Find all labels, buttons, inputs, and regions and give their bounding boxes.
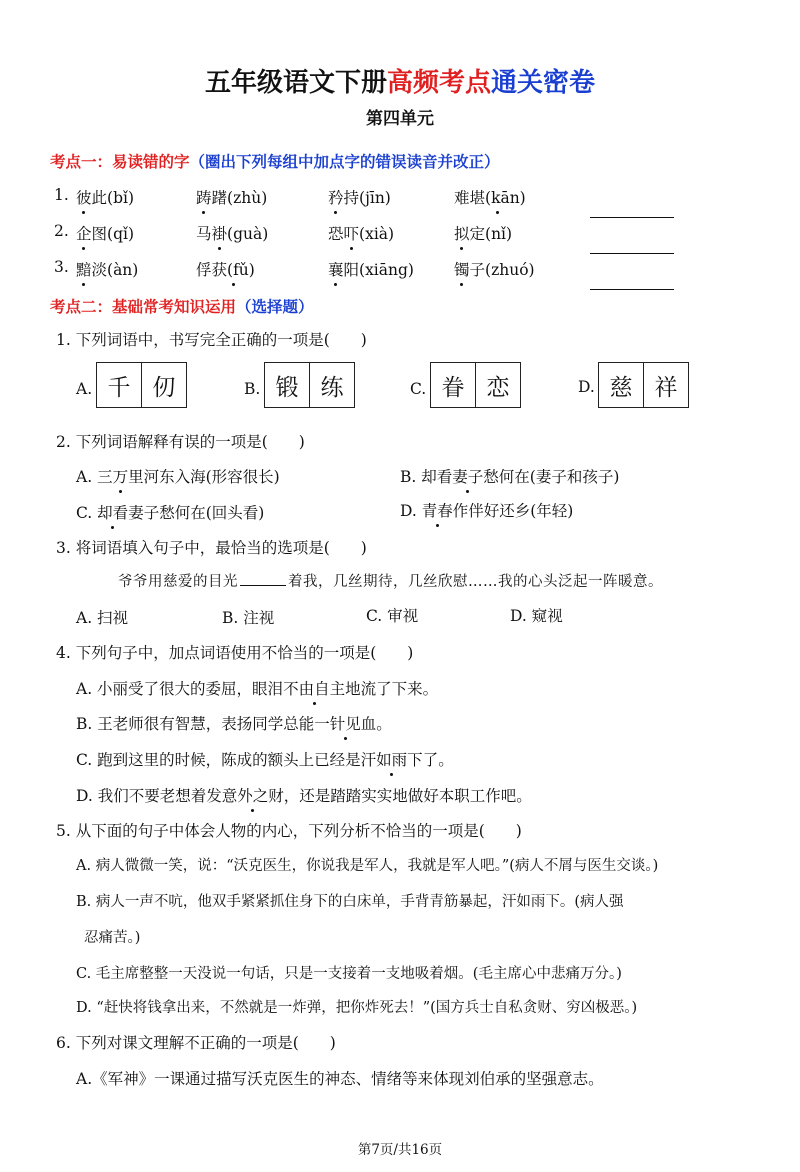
word-2: 踌躇(zhù) [196,186,267,208]
q1-option-d-box[interactable] [598,362,689,408]
page-number: 第7页/共16页 [357,1142,443,1158]
q2-option-b[interactable]: B. 却看妻子愁何在(妻子和孩子) [400,465,619,487]
question-1-stem: 1. 下列词语中，书写完全正确的一项是( ) [56,331,367,349]
q4-option-d[interactable]: D. 我们不要老想着发意外之财，还是踏踏实实地做好本职工作吧。 [76,784,532,806]
q3-option-a[interactable]: A. 扫视 [76,609,129,627]
q2-option-a[interactable]: A. 三万里河东入海(形容很长) [76,465,280,487]
word-3: 恐吓(xià) [328,222,394,244]
section-1-note: （圈出下列每组中加点字的错误读音并改正） [189,153,500,171]
row-number: 3. [54,258,69,276]
section-2-label: 考点二：基础常考知识运用 [50,298,237,316]
q1-option-a-label: A. [76,380,93,398]
word-2: 俘获(fǔ) [196,258,255,280]
word-4: 难堪(kān) [454,186,526,208]
question-5-stem: 5. 从下面的句子中体会人物的内心，下列分析不恰当的一项是( ) [56,822,522,840]
char-cell: 千 [107,374,131,401]
question-3-stem: 3. 将词语填入句子中，最恰当的选项是( ) [56,539,367,557]
word-4: 拟定(nǐ) [454,222,512,244]
section-heading-1 [50,150,500,172]
word-3: 襄阳(xiāng) [328,258,414,280]
q1-option-c-box[interactable] [430,362,521,408]
char-cell: 慈 [609,374,633,401]
title-part-1: 五年级语文下册 [204,68,387,98]
section-2-note: （选择题） [236,298,314,316]
word-3: 矜持(jīn) [328,186,391,208]
q4-option-b[interactable]: B. 王老师很有智慧，表扬同学总能一针见血。 [76,712,392,734]
q3-option-b[interactable]: B. 注视 [222,609,275,627]
q5-option-b-continued: 忍痛苦。) [84,930,141,946]
question-6-stem: 6. 下列对课文理解不正确的一项是( ) [56,1034,336,1052]
answer-blank-2[interactable] [590,239,674,258]
q5-option-a[interactable]: A. 病人微微一笑，说：“沃克医生，你说我是军人，我就是军人吧。”(病人不屑与医生交谈。) [76,858,659,874]
q1-option-b-label: B. [244,380,261,398]
title-part-2: 高频考点 [386,68,491,98]
word-4: 镯子(zhuó) [454,258,535,280]
section-1-label: 考点一：易读错的字 [50,153,190,171]
q4-option-c[interactable]: C. 跑到这里的时候，陈成的额头上已经是汗如雨下了。 [76,748,454,770]
q2-option-d[interactable]: D. 青春作伴好还乡(年轻) [400,499,573,521]
q3-option-c[interactable]: C. 审视 [366,607,419,625]
q1-option-d-label: D. [578,378,595,396]
word-1: 黯淡(àn) [76,258,138,280]
char-cell: 仞 [141,363,186,407]
q6-option-a[interactable]: A.《军神》一课通过描写沃克医生的神态、情绪等来体现刘伯承的坚强意志。 [76,1070,604,1088]
section-heading-2 [50,295,314,317]
word-1: 彼此(bǐ) [76,186,134,208]
q5-option-b[interactable]: B. 病人一声不吭，他双手紧紧抓住身下的白床单，手背青筋暴起，汗如雨下。(病人强 [76,894,624,910]
char-cell: 眷 [441,374,465,401]
q1-option-b-box[interactable] [264,362,355,408]
word-2: 马褂(guà) [196,222,268,244]
q4-option-a[interactable]: A. 小丽受了很大的委屈，眼泪不由自主地流了下来。 [76,677,438,699]
q1-option-a-box[interactable] [96,362,187,408]
q3-option-d[interactable]: D. 窥视 [510,607,563,625]
page-title [0,62,800,99]
q3-sentence: 爷爷用慈爱的目光 着我，几丝期待，几丝欣慰……我的心头泛起一阵暖意。 [118,574,663,590]
answer-blank-3[interactable] [590,275,674,294]
question-2-stem: 2. 下列词语解释有误的一项是( ) [56,433,305,451]
fill-blank[interactable] [240,573,286,586]
q5-option-c[interactable]: C. 毛主席整整一天没说一句话，只是一支接着一支地吸着烟。(毛主席心中悲痛万分。) [76,966,622,982]
q2-option-c[interactable]: C. 却看妻子愁何在(回头看) [76,501,264,523]
answer-blank-1[interactable] [590,203,674,222]
unit-subtitle: 第四单元 [366,109,434,129]
char-cell: 恋 [475,363,520,407]
row-number: 2. [54,222,69,240]
char-cell: 练 [309,363,354,407]
title-part-3: 通关密卷 [491,68,596,98]
char-cell: 锻 [275,374,299,401]
q1-option-c-label: C. [410,380,427,398]
char-cell: 祥 [643,363,688,407]
question-4-stem: 4. 下列句子中，加点词语使用不恰当的一项是( ) [56,644,414,662]
q5-option-d[interactable]: D. “赶快将钱拿出来，不然就是一炸弹，把你炸死去！”(国方兵士自私贪财、穷凶极恶。) [76,1000,638,1016]
word-1: 企图(qǐ) [76,222,134,244]
row-number: 1. [54,186,69,204]
